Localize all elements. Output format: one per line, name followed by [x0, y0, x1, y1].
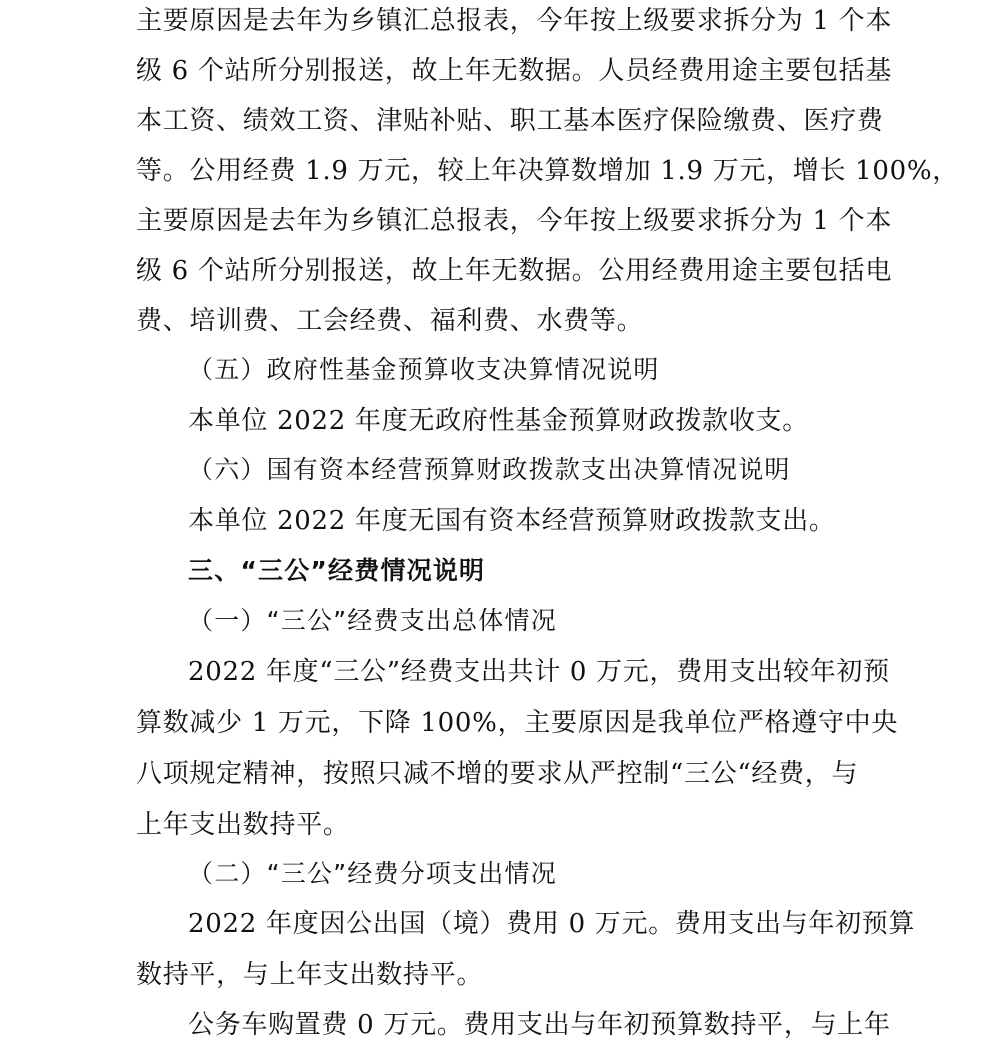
body-text-line: 主要原因是去年为乡镇汇总报表，今年按上级要求拆分为 1 个本 [136, 6, 893, 36]
body-text-line: 算数减少 1 万元，下降 100%，主要原因是我单位严格遵守中央 [136, 708, 899, 738]
body-text-line: 本工资、绩效工资、津贴补贴、职工基本医疗保险缴费、医疗费 [136, 106, 884, 136]
section-heading-2: （二）“三公”经费分项支出情况 [188, 859, 557, 888]
body-text-line: 本单位 2022 年度无政府性基金预算财政拨款收支。 [188, 406, 809, 436]
body-text-line: 上年支出数持平。 [136, 810, 350, 840]
body-text-line: 公务车购置费 0 万元。费用支出与年初预算数持平，与上年 [188, 1010, 891, 1040]
section-heading-1: （一）“三公”经费支出总体情况 [188, 606, 557, 635]
chapter-heading-3: 三、“三公”经费情况说明 [188, 556, 486, 585]
body-text-line: 费、培训费、工会经费、福利费、水费等。 [136, 306, 644, 336]
body-text-line: 级 6 个站所分别报送，故上年无数据。公用经费用途主要包括电 [136, 256, 893, 286]
body-text-line: 等。公用经费 1.9 万元，较上年决算数增加 1.9 万元，增长 100%， [136, 156, 959, 186]
body-text-line: 级 6 个站所分别报送，故上年无数据。人员经费用途主要包括基 [136, 56, 893, 86]
body-text-line: 2022 年度因公出国（境）费用 0 万元。费用支出与年初预算 [188, 909, 916, 939]
body-text-line: 主要原因是去年为乡镇汇总报表，今年按上级要求拆分为 1 个本 [136, 206, 893, 236]
body-text-line: 数持平，与上年支出数持平。 [136, 960, 484, 990]
body-text-line: 本单位 2022 年度无国有资本经营预算财政拨款支出。 [188, 506, 836, 536]
body-text-line: 八项规定精神，按照只减不增的要求从严控制“三公“经费，与 [136, 759, 859, 789]
body-text-line: 2022 年度“三公”经费支出共计 0 万元，费用支出较年初预 [188, 657, 890, 687]
section-heading-5: （五）政府性基金预算收支决算情况说明 [188, 355, 660, 384]
section-heading-6: （六）国有资本经营预算财政拨款支出决算情况说明 [188, 455, 791, 484]
